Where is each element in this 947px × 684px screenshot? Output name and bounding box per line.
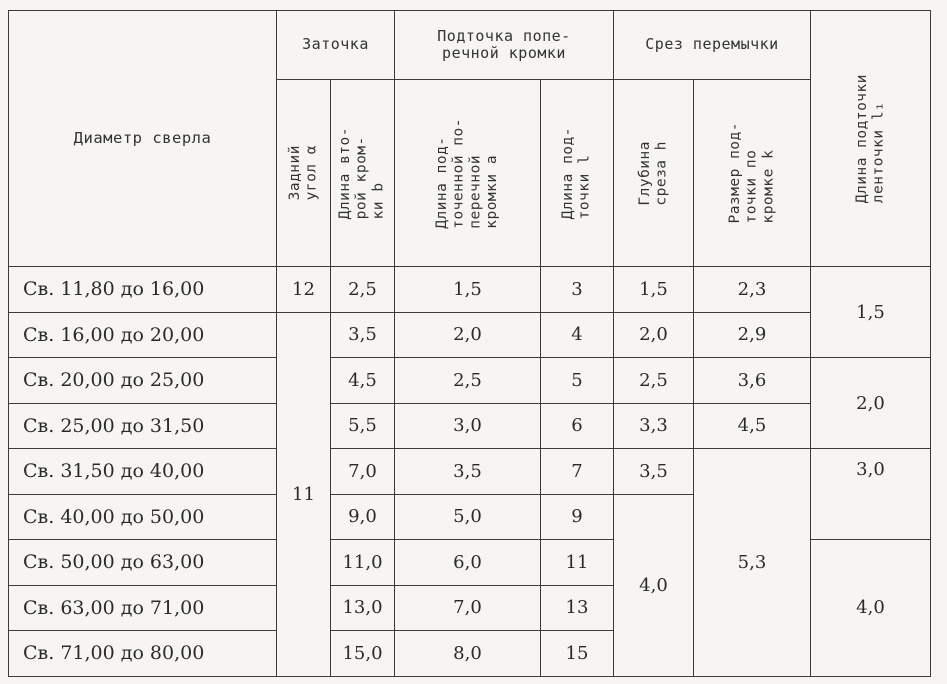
cut-depth-cell: 4,0 (614, 494, 694, 676)
diameter-cell: Св. 71,00 до 80,00 (9, 631, 277, 677)
diameter-cell: Св. 63,00 до 71,00 (9, 585, 277, 631)
table-row (9, 267, 931, 313)
rear-angle-cell: 11 (277, 312, 331, 676)
cut-depth-cell: 3,5 (614, 449, 694, 495)
diameter-cell: Св. 40,00 до 50,00 (9, 494, 277, 540)
land-thinning-length-cell: 1,5 (811, 267, 931, 358)
edge-thinning-size-cell: 5,3 (694, 449, 811, 677)
cut-depth-cell: 3,3 (614, 403, 694, 449)
thinning-length-cell: 7 (541, 449, 614, 495)
header-bridge-cut: Срез перемычки (614, 11, 811, 80)
thinned-edge-length-cell: 7,0 (395, 585, 541, 631)
second-edge-length-cell: 11,0 (331, 540, 395, 586)
second-edge-length-cell: 3,5 (331, 312, 395, 358)
edge-thinning-size-cell: 3,6 (694, 358, 811, 404)
thinning-length-cell: 6 (541, 403, 614, 449)
thinned-edge-length-cell: 2,5 (395, 358, 541, 404)
land-thinning-length-cell: 2,0 (811, 358, 931, 449)
table-row (9, 358, 931, 404)
thinned-edge-length-cell: 2,0 (395, 312, 541, 358)
land-thinning-length-cell: 4,0 (811, 540, 931, 677)
header-edge-thinning-size: Размер под- точки по кромке k (694, 80, 811, 267)
rear-angle-cell: 12 (277, 267, 331, 313)
header-second-edge-length: Длина вто- рой кром- ки b (331, 80, 395, 267)
header-thinning-length: Длина под- точки l (541, 80, 614, 267)
diameter-cell: Св. 25,00 до 31,50 (9, 403, 277, 449)
second-edge-length-cell: 15,0 (331, 631, 395, 677)
header-diameter: Диаметр сверла (9, 11, 277, 267)
thinning-length-cell: 5 (541, 358, 614, 404)
diameter-cell: Св. 20,00 до 25,00 (9, 358, 277, 404)
second-edge-length-cell: 5,5 (331, 403, 395, 449)
diameter-cell: Св. 31,50 до 40,00 (9, 449, 277, 495)
diameter-cell: Св. 50,00 до 63,00 (9, 540, 277, 586)
cut-depth-cell: 1,5 (614, 267, 694, 313)
thinning-length-cell: 11 (541, 540, 614, 586)
thinned-edge-length-cell: 3,5 (395, 449, 541, 495)
thinned-edge-length-cell: 6,0 (395, 540, 541, 586)
thinning-length-cell: 3 (541, 267, 614, 313)
table-row (9, 403, 931, 449)
table-row (9, 312, 931, 358)
drill-sharpening-table (8, 10, 931, 677)
edge-thinning-size-cell: 2,9 (694, 312, 811, 358)
edge-thinning-size-cell: 4,5 (694, 403, 811, 449)
cut-depth-cell: 2,5 (614, 358, 694, 404)
thinning-length-cell: 15 (541, 631, 614, 677)
land-thinning-length-cell: 3,0 (811, 449, 931, 540)
diameter-cell: Св. 16,00 до 20,00 (9, 312, 277, 358)
table-row (9, 449, 931, 495)
thinned-edge-length-cell: 5,0 (395, 494, 541, 540)
thinning-length-cell: 4 (541, 312, 614, 358)
header-cut-depth: Глубина среза h (614, 80, 694, 267)
second-edge-length-cell: 4,5 (331, 358, 395, 404)
thinning-length-cell: 13 (541, 585, 614, 631)
thinned-edge-length-cell: 8,0 (395, 631, 541, 677)
cut-depth-cell: 2,0 (614, 312, 694, 358)
header-sharpening: Заточка (277, 11, 395, 80)
header-thinned-edge-length: Длина под- точенной по- перечной кромки a (395, 80, 541, 267)
second-edge-length-cell: 9,0 (331, 494, 395, 540)
header-rear-angle: Задний угол α (277, 80, 331, 267)
thinned-edge-length-cell: 3,0 (395, 403, 541, 449)
second-edge-length-cell: 13,0 (331, 585, 395, 631)
second-edge-length-cell: 7,0 (331, 449, 395, 495)
header-transverse-edge-thinning: Подточка попе- речной кромки (395, 11, 614, 80)
thinned-edge-length-cell: 1,5 (395, 267, 541, 313)
thinning-length-cell: 9 (541, 494, 614, 540)
second-edge-length-cell: 2,5 (331, 267, 395, 313)
edge-thinning-size-cell: 2,3 (694, 267, 811, 313)
header-land-thinning-length: Длина подточки ленточки l₁ (811, 11, 931, 267)
diameter-cell: Св. 11,80 до 16,00 (9, 267, 277, 313)
